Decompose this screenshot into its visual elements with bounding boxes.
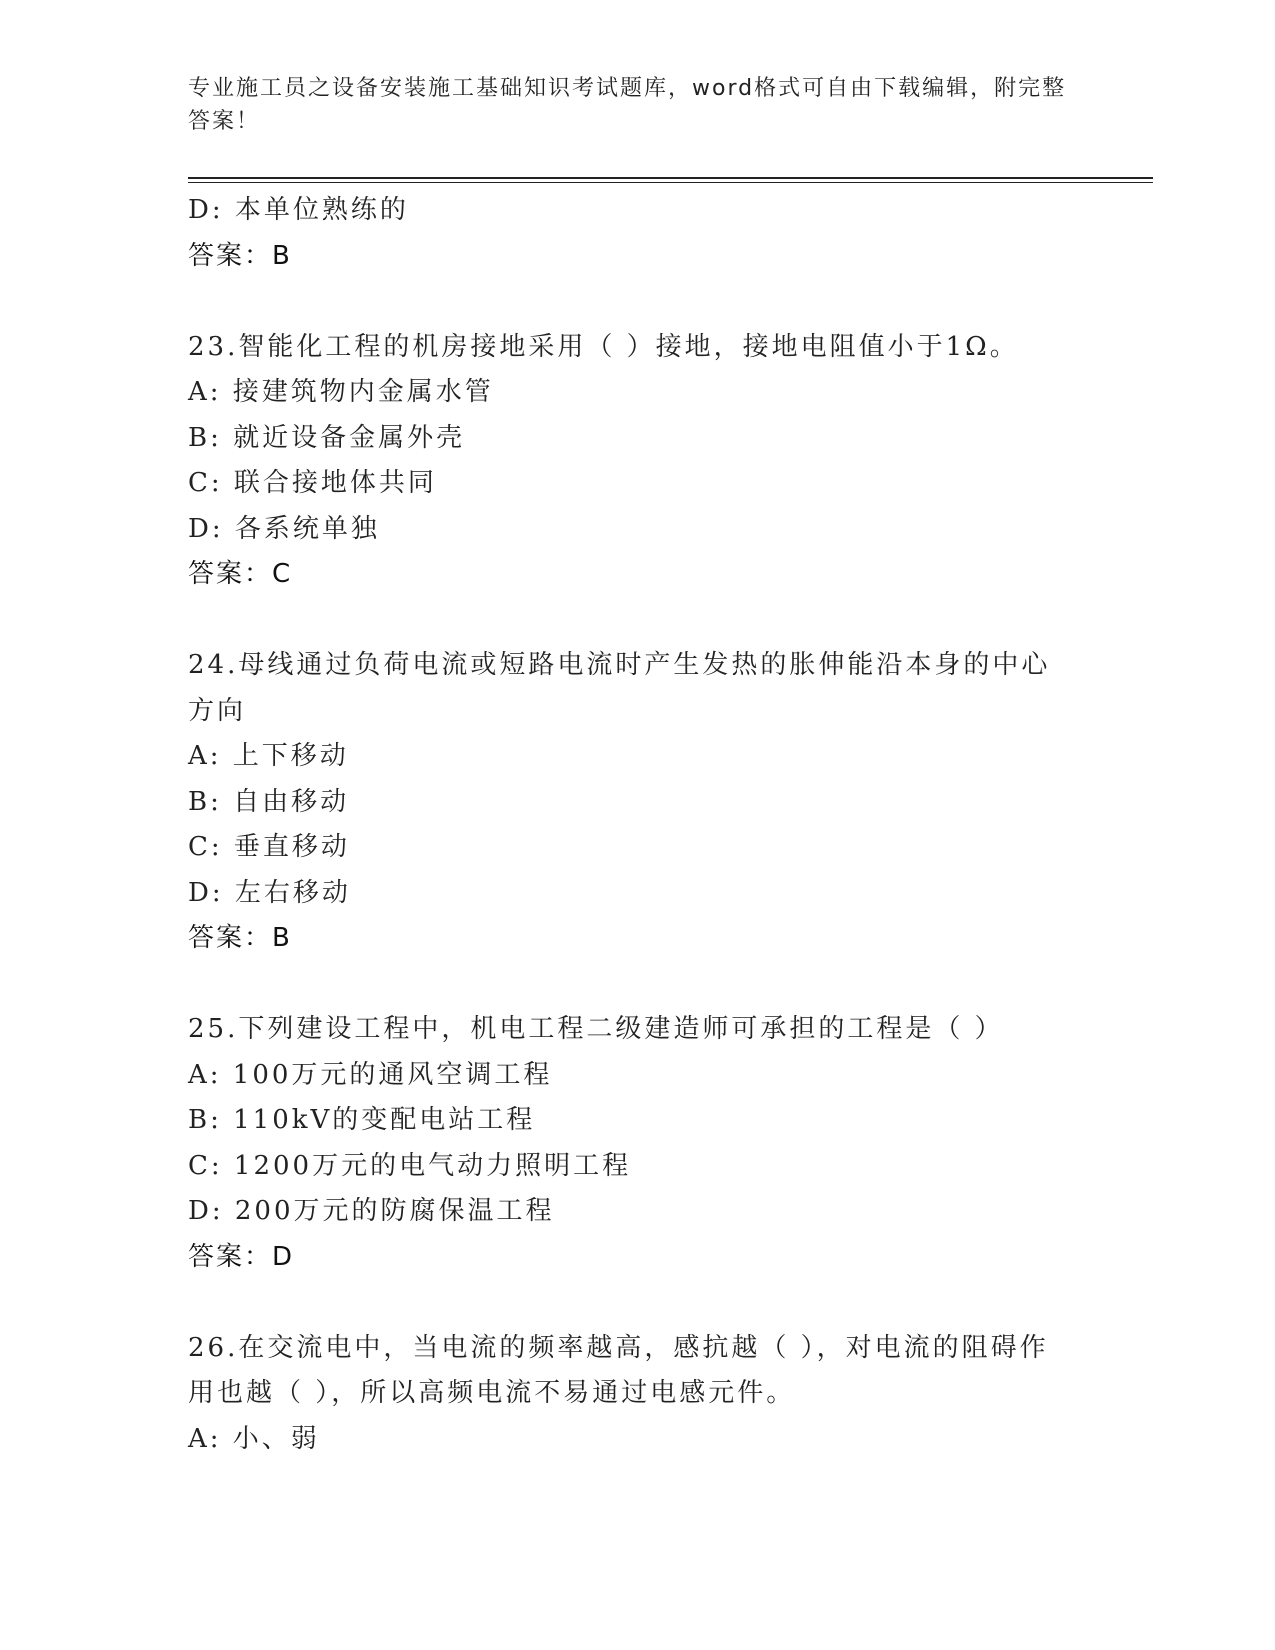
option-a: A: 100万元的通风空调工程 xyxy=(188,1059,553,1090)
question-text: 25.下列建设工程中，机电工程二级建造师可承担的工程是（ ） xyxy=(188,1014,1004,1044)
option-d: D: 200万元的防腐保温工程 xyxy=(188,1196,555,1226)
option-d: D: 各系统单独 xyxy=(188,513,380,544)
option-d: D: 左右移动 xyxy=(188,877,351,908)
question-24 xyxy=(188,643,1088,962)
question-text: 23.智能化工程的机房接地采用（ ）接地，接地电阻值小于1Ω。 xyxy=(188,331,1019,362)
question-text: 26.在交流电中，当电流的频率越高，感抗越（ ），对电流的阻碍作用也越（ ），所以高频电流不易通过电感元件。 xyxy=(188,1332,1049,1408)
spacer xyxy=(188,598,1088,644)
option-b: B: 自由移动 xyxy=(188,786,350,817)
spacer xyxy=(188,962,1088,1008)
spacer xyxy=(188,1280,1088,1326)
option-c: C: 联合接地体共同 xyxy=(188,468,437,498)
question-26 xyxy=(188,1326,1088,1463)
option-c: C: 垂直移动 xyxy=(188,832,350,862)
question-23 xyxy=(188,325,1088,598)
header-divider-thick xyxy=(188,177,1153,179)
option-a: A: 小、弱 xyxy=(188,1423,320,1454)
document-header: 专业施工员之设备安装施工基础知识考试题库，word格式可自由下载编辑，附完整答案！ xyxy=(188,76,1067,134)
question-25 xyxy=(188,1007,1088,1280)
answer: 答案：B xyxy=(188,923,292,953)
prev-option-d: D: 本单位熟练的 xyxy=(188,195,409,225)
question-text: 24.母线通过负荷电流或短路电流时产生发热的胀伸能沿本身的中心方向 xyxy=(188,650,1051,726)
answer: 答案：D xyxy=(188,1241,295,1272)
spacer xyxy=(188,279,1088,325)
header-divider-thin xyxy=(188,182,1153,183)
option-a: A: 接建筑物内金属水管 xyxy=(188,377,494,407)
answer: 答案：C xyxy=(188,559,293,589)
option-c: C: 1200万元的电气动力照明工程 xyxy=(188,1150,632,1181)
option-b: B: 就近设备金属外壳 xyxy=(188,422,466,453)
option-a: A: 上下移动 xyxy=(188,741,349,771)
question-list xyxy=(188,188,1088,1462)
option-b: B: 110kV的变配电站工程 xyxy=(188,1105,536,1135)
prev-answer: 答案：B xyxy=(188,240,292,271)
